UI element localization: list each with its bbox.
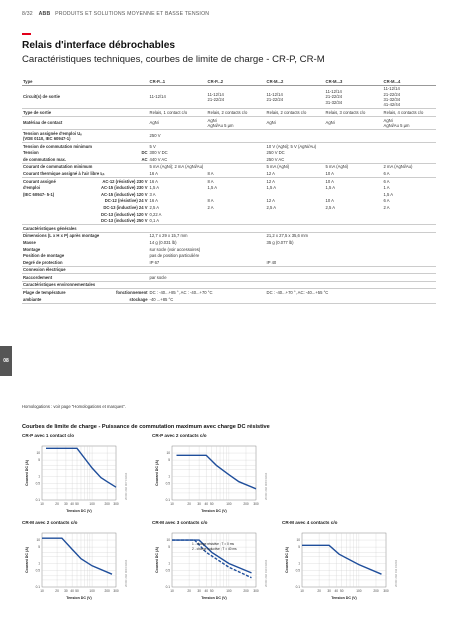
cell: 300 V DC — [149, 150, 168, 156]
section-label: PRODUITS ET SOLUTIONS MOYENNE ET BASSE TENSION — [55, 11, 210, 17]
header-crp2: CR-P...2 — [207, 78, 266, 85]
table-row — [22, 232, 436, 239]
x-tick-label: 30 — [64, 589, 68, 593]
x-tick-label: 300 — [113, 502, 119, 506]
row-sublabel: fonctionnement — [116, 290, 148, 296]
table-row — [22, 259, 436, 266]
x-tick-label: 50 — [209, 502, 214, 506]
table-row — [22, 191, 436, 198]
cell: 8 A — [207, 170, 266, 177]
table-row — [22, 185, 436, 192]
cell — [266, 191, 325, 198]
header-type: Type — [22, 78, 149, 85]
x-tick-label: 30 — [64, 502, 68, 506]
row-label: Matériau de contact — [22, 117, 149, 130]
table-row — [22, 198, 436, 205]
row-sublabel: DC-13 (inductive) 24 V — [103, 204, 148, 210]
figure-code: 2CDC 292 009 F0204 — [124, 559, 128, 587]
x-tick-label: 30 — [197, 502, 201, 506]
x-tick-label: 30 — [197, 589, 201, 593]
figure-code: 2CDC 292 008 F0204 — [264, 472, 268, 500]
y-tick-label: 10 — [36, 451, 40, 456]
brand-label: ABB — [38, 11, 51, 17]
x-tick-label: 200 — [243, 589, 249, 593]
cell: DC : -40...+70 °, AC: -40...+55 °C — [266, 290, 329, 296]
row-sublabel: stockage — [100, 296, 149, 303]
chart-title: CR-P avec 2 contacts c/o — [152, 433, 207, 438]
cell: AgNi — [266, 117, 325, 130]
table-row — [22, 246, 436, 253]
table-section-row — [22, 266, 436, 274]
cell: AgNi — [149, 117, 207, 130]
row-label: ambiante — [22, 296, 100, 303]
page-title: Relais d'interface débrochables — [22, 40, 176, 51]
chart-crm3 — [152, 527, 270, 601]
y-tick-label: 10 — [166, 451, 170, 456]
row-label: Type de sortie — [22, 109, 149, 117]
x-tick-label: 300 — [113, 589, 119, 593]
figure-code: 2CDC 292 011 F0204 — [394, 559, 398, 587]
y-tick-label: 5 — [298, 545, 300, 550]
y-tick-label: 5 — [168, 545, 170, 550]
cell: -40 ...+85 °C — [149, 296, 266, 303]
row-label: Raccordement — [22, 274, 149, 282]
cell: Relais, 4 contacts c/o — [383, 109, 436, 117]
cell: IP 67 — [149, 259, 266, 266]
table-row — [22, 130, 436, 143]
cell: 10 A — [325, 178, 334, 184]
cell: 0,1 A — [149, 218, 207, 225]
cell: 5 mA (AgNi); 2 mA (AgNi/Au) — [149, 164, 204, 170]
x-tick-label: 200 — [373, 589, 379, 593]
cell: 5 V — [149, 143, 156, 149]
y-tick-label: 5 — [38, 545, 40, 550]
side-tab: 08 — [0, 346, 12, 376]
cell: AgNi AgNi/Au 5 µm — [207, 117, 266, 130]
table-row — [22, 204, 436, 211]
table-row — [22, 117, 436, 130]
table-row — [22, 218, 436, 225]
x-tick-label: 20 — [187, 589, 191, 593]
cell: 12,7 x 29 x 15,7 mm — [149, 233, 188, 239]
cell: par socle — [149, 274, 436, 282]
y-tick-label: 0.1 — [35, 585, 40, 589]
y-tick-label: 5 — [168, 458, 170, 463]
plot-area — [42, 533, 116, 587]
charts-title: Courbes de limite de charge - Puissance de commutation maximum avec charge DC résistive — [22, 424, 270, 430]
table-row — [22, 156, 436, 163]
table-row — [22, 289, 436, 296]
y-tick-label: 1 — [38, 474, 40, 479]
cell: 12 A — [266, 198, 275, 204]
table-section-row — [22, 281, 436, 289]
cell: AgNi — [325, 117, 383, 130]
cell: Relais, 2 contacts c/o — [266, 109, 325, 117]
cell: 16 A — [149, 170, 207, 177]
x-tick-label: 10 — [170, 589, 174, 593]
cell: DC : -40...+85 °, AC : -40...+70 °C — [149, 290, 213, 296]
cell: 1,5 A — [207, 185, 218, 191]
legend-entry: 2 - charge inductive ; T = 40 ms — [192, 547, 237, 551]
cell: 12 A — [266, 170, 325, 177]
x-tick-label: 100 — [226, 589, 232, 593]
y-tick-label: 0.1 — [165, 498, 170, 502]
y-tick-label: 1 — [168, 561, 170, 566]
header-crm4: CR-M...4 — [383, 78, 436, 85]
legend-entry: 1 - charge résistive ; T = 0 ms — [192, 542, 234, 546]
x-tick-label: 10 — [40, 502, 44, 506]
y-tick-label: 0.5 — [35, 568, 40, 573]
cell: 440 V AC — [149, 156, 266, 163]
y-axis-label: Courant DC (A) — [155, 547, 159, 573]
cell: 14 g (0.031 lb) — [149, 239, 177, 245]
y-tick-label: 0.5 — [165, 481, 170, 486]
y-tick-label: 10 — [296, 538, 300, 543]
cell: 10 A — [325, 170, 383, 177]
x-tick-label: 10 — [170, 502, 174, 506]
cell: 12 A — [266, 178, 275, 184]
y-axis-label: Courant DC (A) — [285, 547, 289, 573]
y-tick-label: 0.1 — [35, 498, 40, 502]
cell: 11-12/14 21-22/24 31-32/34 — [325, 85, 383, 109]
cell: 21,2 x 27,5 x 35,6 mm — [266, 233, 308, 239]
x-tick-label: 300 — [253, 589, 259, 593]
cell: Relais, 3 contacts c/o — [325, 109, 383, 117]
x-tick-label: 20 — [187, 502, 191, 506]
table-row — [22, 239, 436, 246]
x-tick-label: 100 — [356, 589, 362, 593]
row-label: Tension assignée d'emploi Uₑ (VDE 0110, IEC 60947-1) — [22, 130, 149, 143]
figure-code: 2CDC 292 010 F0204 — [264, 559, 268, 587]
table-row — [22, 163, 436, 170]
cell: AgNi AgNi/Au 5 µm — [383, 117, 436, 130]
row-label: Tension de commutation minimum — [23, 143, 93, 149]
table-row — [22, 150, 436, 157]
accent-bar — [22, 33, 31, 35]
y-tick-label: 10 — [36, 538, 40, 543]
x-tick-label: 20 — [317, 589, 321, 593]
plot-area — [172, 446, 256, 500]
chart-crm4 — [282, 527, 400, 601]
x-tick-label: 100 — [226, 502, 232, 506]
table-row — [22, 211, 436, 218]
x-axis-label: Tension DC (V) — [331, 596, 357, 600]
table-header-row — [22, 78, 436, 85]
cell: 250 V DC — [266, 150, 285, 156]
row-sublabel: DC-12 (résistive) 24 V — [104, 198, 148, 204]
x-tick-label: 40 — [70, 589, 74, 593]
x-tick-label: 300 — [383, 589, 389, 593]
cell: 1,5 A — [266, 185, 277, 191]
cell: 16 A — [149, 198, 158, 204]
table-row — [22, 109, 436, 117]
chart-crm2 — [22, 527, 130, 601]
cell: 11-12/14 21-22/24 31-32/34 41-42/44 — [383, 85, 436, 109]
cell: 11-12/14 21-22/24 — [266, 85, 325, 109]
row-sublabel: AC-12 (résistive) 230 V — [102, 178, 148, 184]
table-section-row — [22, 225, 436, 233]
row-sublabel: DC-13 (inductive) 250 V — [101, 218, 148, 224]
x-tick-label: 50 — [75, 589, 79, 593]
table-row — [22, 170, 436, 177]
y-tick-label: 1 — [168, 474, 170, 479]
cell: 1 A — [383, 185, 390, 191]
cell — [325, 191, 383, 198]
cell: 2,5 A — [325, 204, 336, 210]
row-label: de commutation max. — [22, 156, 100, 163]
row-label: Tension — [23, 150, 39, 156]
table-row — [22, 85, 436, 109]
plot-area — [302, 533, 386, 587]
x-tick-label: 40 — [204, 502, 209, 506]
row-label: (IEC 60947- 5-1) — [23, 191, 55, 197]
table-row — [22, 253, 436, 260]
y-tick-label: 0.5 — [165, 568, 170, 573]
chart-crp1 — [22, 440, 130, 514]
cell: sur socle (voir accessoires) — [149, 246, 201, 252]
row-sublabel: DC — [141, 150, 148, 156]
table-row — [22, 274, 436, 282]
row-label: Circuit(s) de sortie — [22, 85, 149, 109]
x-tick-label: 40 — [70, 502, 74, 506]
row-label: Masse — [23, 239, 36, 245]
row-label: Plage de température — [23, 290, 66, 296]
header-crm2: CR-M...2 — [266, 78, 325, 85]
y-axis-label: Courant DC (A) — [25, 547, 29, 573]
cell: 5 mA (AgNi) — [325, 164, 349, 170]
x-tick-label: 30 — [327, 589, 331, 593]
chart-title: CR-M avec 2 contacts c/o — [22, 520, 78, 525]
x-tick-label: 20 — [55, 589, 59, 593]
chart-title: CR-M avec 4 contacts c/o — [282, 520, 338, 525]
note: Homologations : voir page "Homologations et marques". — [22, 404, 126, 409]
x-tick-label: 50 — [339, 589, 344, 593]
cell: 0,22 A — [149, 211, 162, 217]
x-tick-label: 200 — [243, 502, 249, 506]
cell: Relais, 1 contact c/o — [149, 109, 207, 117]
table-row — [22, 177, 436, 184]
plot-area — [42, 446, 116, 500]
cell: 2,5 A — [149, 204, 160, 210]
spec-table — [22, 78, 436, 304]
cell: 35 g (0.077 lb) — [266, 239, 294, 245]
section-label: Caractéristiques générales — [22, 225, 436, 233]
cell: 11-12/14 21-22/24 — [207, 85, 266, 109]
cell: 2 A — [383, 204, 390, 210]
figure-code: 2CDC 292 007 F0204 — [124, 472, 128, 500]
header-crm3: CR-M...3 — [325, 78, 383, 85]
row-sublabel: AC — [100, 156, 149, 163]
section-label: Connexion électrique — [22, 266, 436, 274]
row-label: Courant de commutation minimum — [23, 164, 93, 170]
page-subtitle: Caractéristiques techniques, courbes de limite de charge - CR-P, CR-M — [22, 54, 325, 65]
x-tick-label: 50 — [75, 502, 79, 506]
row-sublabel: AC-15 (inductive) 230 V — [101, 185, 148, 191]
y-tick-label: 0.1 — [295, 585, 300, 589]
row-sublabel: AC-15 (inductive) 120 V — [101, 191, 148, 197]
cell: IP 40 — [266, 259, 436, 266]
x-tick-label: 10 — [300, 589, 304, 593]
x-tick-label: 40 — [334, 589, 339, 593]
row-label: Dimensions (L x H x P) après montage — [23, 233, 100, 239]
row-label: Position de montage — [23, 253, 65, 259]
cell: 8 A — [207, 198, 214, 204]
row-label: d'emploi — [23, 185, 41, 191]
page-number: 8/32 — [22, 11, 33, 17]
cell: 250 V — [149, 130, 436, 143]
chart-title: CR-P avec 1 contact c/o — [22, 433, 74, 438]
y-tick-label: 0.1 — [165, 585, 170, 589]
row-label: Courant thermique assigné à l'air libre Iₜₕ — [22, 170, 149, 177]
cell: pas de position particulière — [149, 253, 200, 259]
page-header — [22, 11, 209, 17]
chart-title: CR-M avec 3 contacts c/o — [152, 520, 208, 525]
x-tick-label: 200 — [104, 589, 110, 593]
cell: 2 mA (AgNi/Au) — [383, 164, 413, 170]
cell: 16 A — [149, 178, 158, 184]
x-axis-label: Tension DC (V) — [66, 596, 92, 600]
row-label: Courant assigné — [23, 178, 56, 184]
row-label: Degré de protection — [22, 259, 149, 266]
cell: 2 A — [207, 204, 214, 210]
x-tick-label: 40 — [204, 589, 209, 593]
x-tick-label: 10 — [40, 589, 44, 593]
y-axis-label: Courant DC (A) — [25, 460, 29, 486]
cell: 5 mA (AgNi) — [266, 164, 290, 170]
y-tick-label: 5 — [38, 458, 40, 463]
table-row — [22, 143, 436, 150]
x-axis-label: Tension DC (V) — [201, 596, 227, 600]
table-row — [22, 296, 436, 303]
y-axis-label: Courant DC (A) — [155, 460, 159, 486]
chart-crp2 — [152, 440, 270, 514]
cell — [207, 191, 266, 198]
cell: 6 A — [383, 178, 390, 184]
row-label: Montage — [23, 246, 41, 252]
x-tick-label: 300 — [253, 502, 259, 506]
x-axis-label: Tension DC (V) — [66, 509, 92, 513]
cell: 2,5 A — [266, 204, 277, 210]
cell: Relais, 2 contacts c/o — [207, 109, 266, 117]
x-tick-label: 100 — [89, 589, 95, 593]
cell: 8 A — [207, 178, 214, 184]
cell: 6 A — [383, 170, 436, 177]
x-tick-label: 50 — [209, 589, 214, 593]
y-tick-label: 1 — [38, 561, 40, 566]
cell: 11-12/14 — [149, 85, 207, 109]
y-tick-label: 1 — [298, 561, 300, 566]
header-crp1: CR-P...1 — [149, 78, 207, 85]
y-tick-label: 0.5 — [295, 568, 300, 573]
cell: 10 V (AgNi); 5 V (AgNi/Au) — [266, 143, 317, 149]
x-axis-label: Tension DC (V) — [201, 509, 227, 513]
cell: 6 A — [383, 198, 390, 204]
row-sublabel: DC-13 (inductive) 120 V — [101, 211, 148, 217]
y-tick-label: 0.5 — [35, 481, 40, 486]
y-tick-label: 10 — [166, 538, 170, 543]
cell: 1,5 A — [149, 185, 160, 191]
cell: 10 A — [325, 198, 334, 204]
x-tick-label: 100 — [89, 502, 95, 506]
cell: 250 V AC — [266, 156, 436, 163]
cell: 1,5 A — [325, 185, 336, 191]
x-tick-label: 20 — [55, 502, 59, 506]
x-tick-label: 200 — [104, 502, 110, 506]
cell: 3 A — [149, 191, 156, 197]
section-label: Caractéristiques environnementales — [22, 281, 436, 289]
cell: 1,5 A — [383, 191, 394, 197]
